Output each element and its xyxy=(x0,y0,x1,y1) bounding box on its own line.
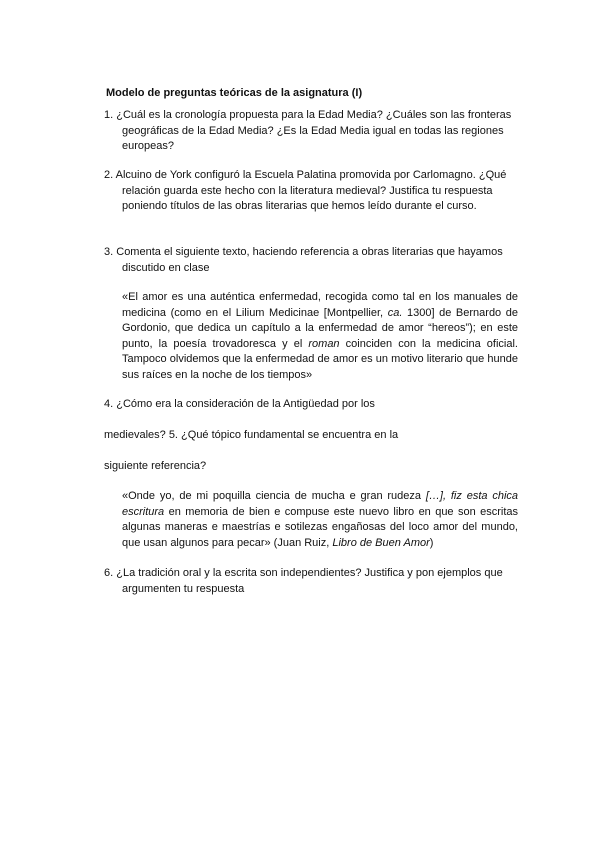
quote-1-part-1: «El amor es una auténtica enfermedad, recogida como tal en los manuales de medicina (como en el Lilium Medicinae [Montpellier, xyxy=(122,291,518,319)
quote-1-part-3: coinciden con la medicina oficial. Tampoco olvidemos que la enfermedad de amor es un motivo literario que hunde sus raíces en la noche de los tiempos» xyxy=(122,337,518,381)
question-3-line-1: Comenta el siguiente texto, haciendo referencia a obras literarias que hayamos xyxy=(116,246,503,258)
question-1-number: 1. xyxy=(104,109,114,121)
question-2-line-3: poniendo títulos de las obras literarias que hemos leído durante el curso. xyxy=(122,200,477,212)
question-6-line-2: argumenten tu respuesta xyxy=(122,582,245,595)
question-4-line-2: medievales? 5. ¿Qué tópico fundamental se encuentra en la xyxy=(104,429,399,441)
quote-1-part-2: 1300] de Bernardo de Gordonio, que dedica un capítulo a la enfermedad de amor “hereos”); en este punto, la poesía trovadoresca y el xyxy=(122,306,519,350)
question-3-line-2: discutido en clase xyxy=(122,261,210,274)
quote-1-ca: ca. xyxy=(387,306,403,319)
question-2-number: 2. xyxy=(104,169,114,181)
question-4-line-3: siguiente referencia? xyxy=(104,460,207,472)
question-1-line-2: geográficas de la Edad Media? ¿Es la Edad Media igual en todas las regiones xyxy=(122,124,504,137)
question-2-line-1: Alcuino de York configuró la Escuela Palatina promovida por Carlomagno. ¿Qué xyxy=(115,169,507,181)
question-6-line-1: ¿La tradición oral y la escrita son independientes? Justifica y pon ejemplos que xyxy=(116,567,503,579)
question-2-line-2: relación guarda este hecho con la literatura medieval? Justifica tu respuesta xyxy=(122,184,493,197)
quote-2-part-2: en memoria de bien e compuse este nuevo libro en que son escritas algunas maneras e maestrías e sotilezas engañosas del loco amor del mundo, que usan algunos para pecar» (Juan Ruiz, xyxy=(122,505,518,549)
quote-1-roman: roman xyxy=(308,337,340,350)
question-1-line-1: ¿Cuál es la cronología propuesta para la Edad Media? ¿Cuáles son las fronteras xyxy=(116,109,512,121)
question-3 xyxy=(104,245,518,276)
quote-2-book-title: Libro de Buen Amor xyxy=(332,536,430,549)
question-1 xyxy=(104,108,518,155)
question-3-number: 3. xyxy=(104,246,114,258)
question-1-line-3: europeas? xyxy=(122,140,174,152)
quote-2-part-3: ) xyxy=(429,536,434,549)
quote-amor-enfermedad xyxy=(122,290,518,383)
quote-libro-buen-amor xyxy=(122,489,518,551)
question-6 xyxy=(104,566,518,597)
question-6-number: 6. xyxy=(104,567,114,579)
quote-2-italic-1: […], fiz esta chica escritura xyxy=(122,490,519,518)
document-title: Modelo de preguntas teóricas de la asignatura (I) xyxy=(106,87,363,99)
quote-2-part-1: «Onde yo, de mi poquilla ciencia de mucha e gran rudeza xyxy=(122,490,426,502)
question-2 xyxy=(104,168,518,215)
question-4-line-1: 4. ¿Cómo era la consideración de la Antigüedad por los xyxy=(104,398,375,410)
